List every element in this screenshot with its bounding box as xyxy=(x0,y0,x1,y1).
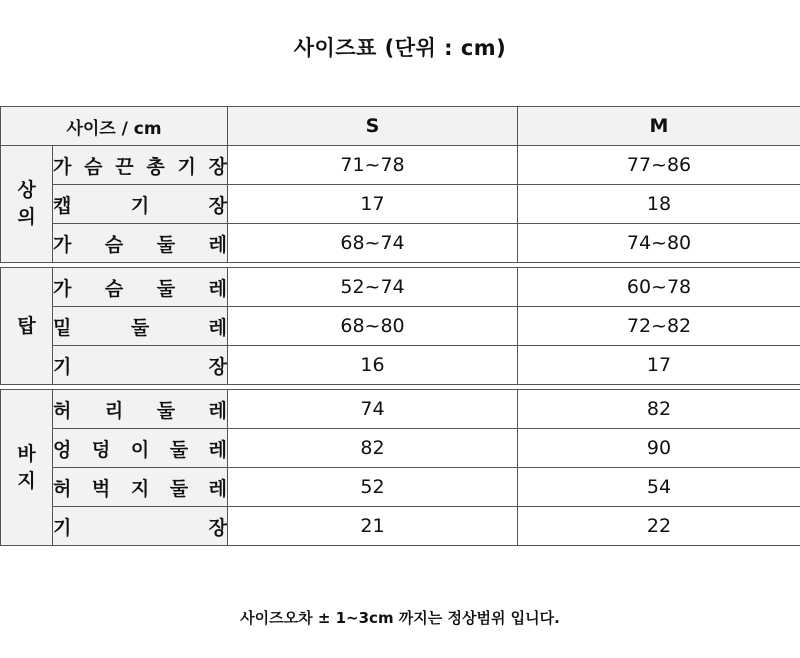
value-size-s: 74 xyxy=(228,390,518,429)
table-row xyxy=(1,429,800,468)
value-size-m: 77~86 xyxy=(518,146,800,185)
value-size-m: 17 xyxy=(518,346,800,385)
measurement-label: 가 슴 둘 레 xyxy=(53,233,227,256)
measurement-label-cell xyxy=(53,507,228,546)
measurement-label: 캡 기 장 xyxy=(53,194,228,217)
table-row xyxy=(1,390,800,429)
value-size-s: 68~80 xyxy=(228,307,518,346)
table-row xyxy=(1,507,800,546)
measurement-label: 허 벅 지 둘 레 xyxy=(53,477,227,500)
measurement-label-cell xyxy=(53,268,228,307)
table-row xyxy=(1,146,800,185)
value-size-s: 52~74 xyxy=(228,268,518,307)
measurement-label: 허 리 둘 레 xyxy=(53,399,227,422)
value-size-m: 54 xyxy=(518,468,800,507)
measurement-label-cell xyxy=(53,307,228,346)
measurement-label-cell xyxy=(53,390,228,429)
measurement-label: 기 장 xyxy=(53,355,228,378)
value-size-s: 82 xyxy=(228,429,518,468)
value-size-m: 72~82 xyxy=(518,307,800,346)
value-size-s: 71~78 xyxy=(228,146,518,185)
value-size-m: 18 xyxy=(518,185,800,224)
table-row xyxy=(1,346,800,385)
measurement-label: 엉 덩 이 둘 레 xyxy=(53,438,227,461)
value-size-s: 21 xyxy=(228,507,518,546)
measurement-label-cell xyxy=(53,346,228,385)
measurement-label-cell xyxy=(53,468,228,507)
header-size-m: M xyxy=(518,107,800,146)
measurement-label: 가 슴 둘 레 xyxy=(53,277,227,300)
size-table xyxy=(0,106,800,546)
table-row xyxy=(1,268,800,307)
header-corner-cell: 사이즈 / cm xyxy=(1,107,228,146)
value-size-m: 60~78 xyxy=(518,268,800,307)
category-cell: 바 지 xyxy=(1,390,53,546)
value-size-m: 22 xyxy=(518,507,800,546)
measurement-label-cell xyxy=(53,224,228,263)
value-size-s: 52 xyxy=(228,468,518,507)
header-size-s: S xyxy=(228,107,518,146)
measurement-label: 밑 둘 레 xyxy=(53,316,228,339)
table-row xyxy=(1,224,800,263)
table-row xyxy=(1,468,800,507)
category-cell: 상 의 xyxy=(1,146,53,263)
table-row xyxy=(1,185,800,224)
measurement-label-cell xyxy=(53,146,228,185)
page-title: 사이즈표 (단위 : cm) xyxy=(293,36,507,60)
measurement-label: 기 장 xyxy=(53,516,228,539)
table-header-row xyxy=(1,107,800,146)
measurement-label: 가 슴 끈 총 기 장 xyxy=(53,155,227,178)
value-size-m: 90 xyxy=(518,429,800,468)
table-row xyxy=(1,307,800,346)
value-size-m: 74~80 xyxy=(518,224,800,263)
measurement-label-cell xyxy=(53,429,228,468)
value-size-m: 82 xyxy=(518,390,800,429)
value-size-s: 16 xyxy=(228,346,518,385)
measurement-label-cell xyxy=(53,185,228,224)
tolerance-note: 사이즈오차 ± 1~3cm 까지는 정상범위 입니다. xyxy=(240,609,560,627)
value-size-s: 68~74 xyxy=(228,224,518,263)
value-size-s: 17 xyxy=(228,185,518,224)
category-cell: 탑 xyxy=(1,268,53,385)
